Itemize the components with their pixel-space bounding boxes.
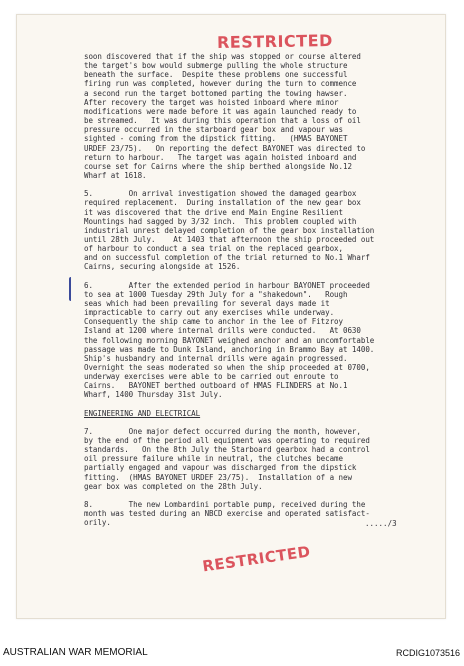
archive-reference: RCDIG1073516 — [395, 648, 460, 658]
text-line: Wharf, 1400 Thursday 31st July. — [84, 390, 223, 400]
text-line: passage was made to Dunk Island, anchoring in Brammo Bay at 1400. — [84, 344, 375, 354]
text-line: impracticable to carry out any exercises while underway. — [84, 308, 335, 318]
text-line: of harbour to conduct a sea trial on the replaced gearbox, — [84, 244, 343, 254]
archive-source: AUSTRALIAN WAR MEMORIAL — [3, 647, 148, 658]
text-line: return to harbour. The target was again hoisted inboard and — [84, 152, 357, 162]
text-line: Island at 1200 where internal drills were conducted. At 0630 — [84, 326, 361, 336]
text-line: underway exercises were able to be carried out enroute to — [84, 372, 339, 382]
text-line: Wharf at 1618. — [84, 171, 147, 181]
text-line: orily. — [84, 518, 111, 528]
text-line: seas which had been prevailing for several days made it — [84, 298, 330, 308]
text-line: pressure occurred in the starboard gear box and vapour was — [84, 125, 343, 135]
text-line: a second run the target bottomed parting the towing hawser. — [84, 88, 348, 98]
paragraph-p7 — [84, 427, 424, 491]
text-line: partially engaged and vapour was discharged from the dipstick — [84, 463, 357, 473]
text-line: 5. On arrival investigation showed the damaged gearbox — [84, 189, 357, 199]
text-line: Overnight the seas moderated so when the ship proceeded at 0700, — [84, 363, 370, 372]
paragraph-gap — [84, 418, 424, 427]
text-line: month was tested during an NBCD exercise and operated satisfact- — [84, 509, 370, 519]
text-line: industrial unrest delayed completion of the gear box installation — [84, 225, 375, 235]
restricted-stamp-bottom: RESTRICTED — [201, 542, 312, 576]
text-line: the following morning BAYONET weighed anchor and an uncomfortable — [84, 335, 375, 345]
text-line: required replacement. During installation of the new gear box — [84, 198, 361, 208]
text-line: fitting. (HMAS BAYONET URDEF 23/75). Installation of a new — [84, 472, 352, 482]
text-line: soon discovered that if the ship was stopped or course altered — [84, 52, 361, 61]
text-line: the target's bow would submerge pulling the whole structure — [84, 61, 348, 71]
text-line: until 28th July. At 1403 that afternoon the ship proceeded out — [84, 234, 375, 244]
text-line: 8. The new Lombardini portable pump, received during the — [84, 499, 366, 509]
text-line: standards. On the 8th July the Starboard gearbox had a control — [84, 445, 370, 455]
paragraph-p-cont — [84, 52, 424, 180]
text-line: by the end of the period all equipment was operating to required — [84, 435, 370, 445]
text-line: firing run was completed, however during the turn to commence — [84, 79, 357, 89]
text-line: to sea at 1000 Tuesday 29th July for a "shakedown". Rough — [84, 289, 348, 299]
text-line: Consequently the ship came to anchor in the lee of Fitzroy — [84, 317, 343, 327]
paragraph-p6 — [84, 281, 424, 400]
text-line: sighted - coming from the dipstick fitting. (HMAS BAYONET — [84, 134, 348, 144]
text-line: beneath the surface. Despite these problems one successful — [84, 70, 348, 80]
text-line: Cairns. BAYONET berthed outboard of HMAS FLINDERS at No.1 — [84, 381, 348, 391]
paragraph-gap — [84, 180, 424, 189]
paragraph-heading — [84, 409, 424, 418]
text-line: and on successful completion of the trial returned to No.1 Wharf — [84, 253, 370, 263]
restricted-stamp-top: RESTRICTED — [216, 30, 333, 53]
paragraph-gap — [84, 491, 424, 500]
text-line: 7. One major defect occurred during the month, however, — [84, 426, 361, 436]
text-line: modifications were made before it was again launched ready to — [84, 106, 357, 116]
text-line: it was discovered that the drive end Main Engine Resilient — [84, 207, 343, 217]
text-line: gear box was completed on the 28th July. — [84, 481, 263, 491]
text-line: 6. After the extended period in harbour BAYONET proceeded — [84, 280, 370, 290]
document-body — [84, 52, 424, 527]
archive-footer — [0, 641, 464, 666]
text-line: be streamed. It was during this operation that a loss of oil — [84, 116, 361, 126]
paragraph-gap — [84, 272, 424, 281]
paragraph-p5 — [84, 189, 424, 271]
text-line: URDEF 23/75). On reporting the defect BAYONET was directed to — [84, 143, 366, 153]
text-line: After recovery the target was hoisted inboard where minor — [84, 97, 339, 107]
text-line: Mountings had sagged by 3/32 inch. This problem coupled with — [84, 216, 357, 226]
section-heading: ENGINEERING AND ELECTRICAL — [84, 408, 201, 418]
handwritten-margin-mark — [69, 277, 75, 301]
text-line: oil pressure failure while in neutral, the clutches became — [84, 454, 343, 464]
paragraph-gap — [84, 400, 424, 409]
text-line: Ship's husbandry and internal drills were again progressed. — [84, 353, 348, 363]
text-line: course set for Cairns where the ship berthed alongside No.12 — [84, 161, 352, 171]
text-line: Cairns, securing alongside at 1526. — [84, 262, 241, 272]
page-continuation: ...../3 — [365, 519, 397, 528]
